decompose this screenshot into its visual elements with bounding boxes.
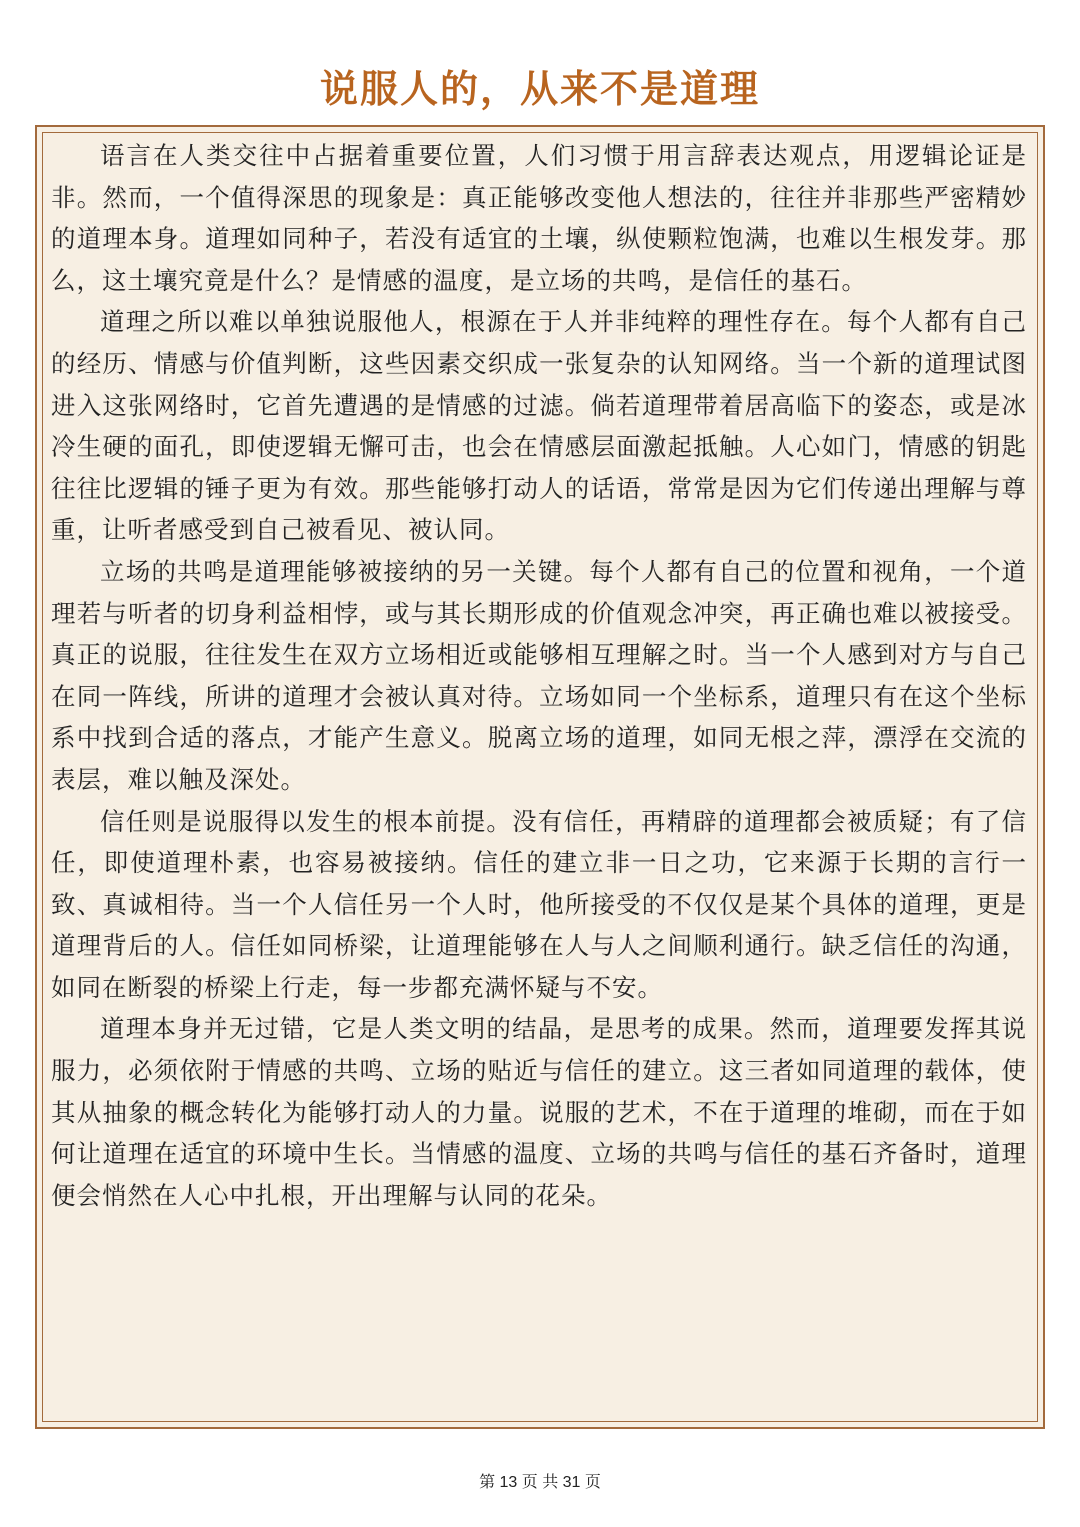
paragraph-3: 立场的共鸣是道理能够被接纳的另一关键。每个人都有自己的位置和视角，一个道理若与听者的切身利益相悖，或与其长期形成的价值观念冲突，再正确也难以被接受。真正的说服，往往发生在双方立场相近或能够相互理解之时。当一个人感到对方与自己在同一阵线，所讲的道理才会被认真对待。立场如同一个坐标系，道理只有在这个坐标系中找到合适的落点，才能产生意义。脱离立场的道理，如同无根之萍，漂浮在交流的表层，难以触及深处。 <box>51 556 1027 794</box>
page-title: 说服人的，从来不是道理 <box>319 66 760 111</box>
article-frame <box>35 125 1045 1429</box>
paragraph-5: 道理本身并无过错，它是人类文明的结晶，是思考的成果。然而，道理要发挥其说服力，必须依附于情感的共鸣、立场的贴近与信任的建立。这三者如同道理的载体，使其从抽象的概念转化为能够打动人的力量。说服的艺术，不在于道理的堆砌，而在于如何让道理在适宜的环境中生长。当情感的温度、立场的共鸣与信任的基石齐备时，道理便会悄然在人心中扎根，开出理解与认同的花朵。 <box>51 1014 1027 1210</box>
paragraph-4: 信任则是说服得以发生的根本前提。没有信任，再精辟的道理都会被质疑；有了信任，即使道理朴素，也容易被接纳。信任的建立非一日之功，它来源于长期的言行一致、真诚相待。当一个人信任另一个人时，他所接受的不仅仅是某个具体的道理，更是道理背后的人。信任如同桥梁，让道理能够在人与人之间顺利通行。缺乏信任的沟通，如同在断裂的桥梁上行走，每一步都充满怀疑与不安。 <box>51 806 1027 1002</box>
page-number: 第 13 页 共 31 页 <box>479 1474 601 1491</box>
paragraph-1: 语言在人类交往中占据着重要位置，人们习惯于用言辞表达观点，用逻辑论证是非。然而，一个值得深思的现象是：真正能够改变他人想法的，往往并非那些严密精妙的道理本身。道理如同种子，若没有适宜的土壤，纵使颗粒饱满，也难以生根发芽。那么，这土壤究竟是什么？是情感的温度，是立场的共鸣，是信任的基石。 <box>51 141 1027 295</box>
paragraph-2: 道理之所以难以单独说服他人，根源在于人并非纯粹的理性存在。每个人都有自己的经历、情感与价值判断，这些因素交织成一张复杂的认知网络。当一个新的道理试图进入这张网络时，它首先遭遇的是情感的过滤。倘若道理带着居高临下的姿态，或是冰冷生硬的面孔，即使逻辑无懈可击，也会在情感层面激起抵触。人心如门，情感的钥匙往往比逻辑的锤子更为有效。那些能够打动人的话语，常常是因为它们传递出理解与尊重，让听者感受到自己被看见、被认同。 <box>51 307 1027 545</box>
article-body <box>51 135 1027 1216</box>
